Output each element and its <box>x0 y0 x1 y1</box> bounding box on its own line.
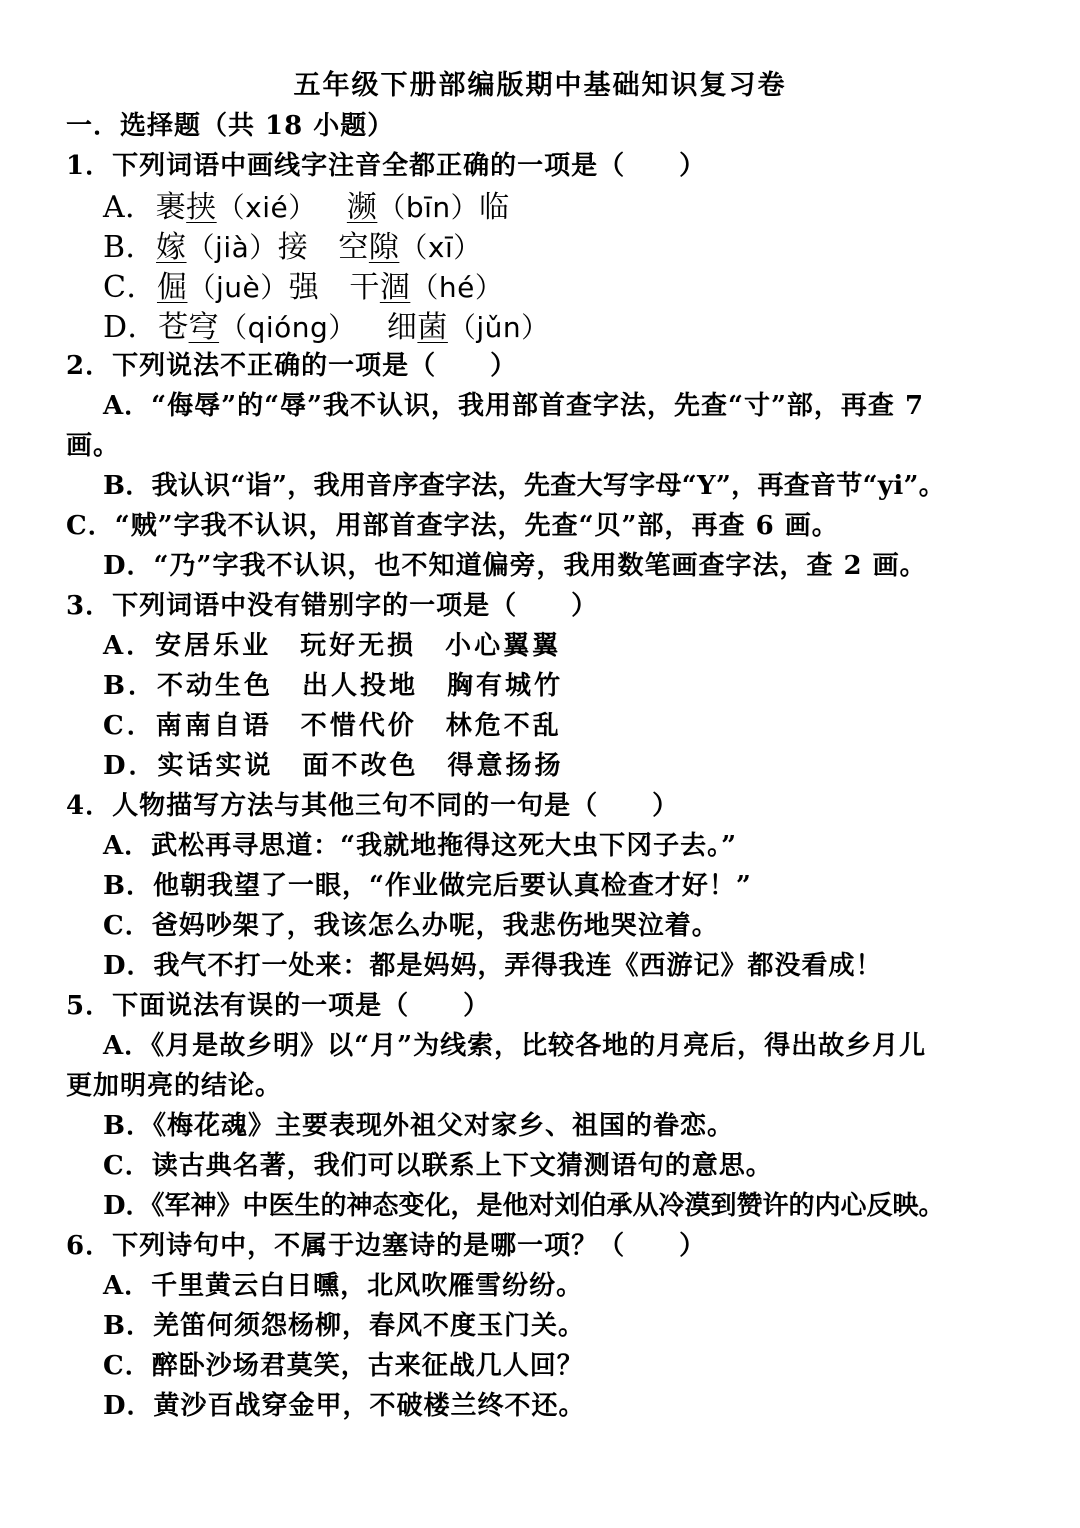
q3-option-d: D．实话实说 面不改色 得意扬扬 <box>103 751 564 781</box>
q1-option-c <box>0 268 1080 308</box>
pinyin: （qióng） <box>219 311 357 344</box>
page-title: 五年级下册部编版期中基础知识复习卷 <box>293 70 787 101</box>
q5-option-a-cont: 更加明亮的结论。 <box>66 1071 283 1101</box>
underlined-char: 嫁 <box>156 230 187 265</box>
q2-option-b: B．我认识“诣”，我用音序查字法，先查大写字母“Y”，再查音节“yi”。 <box>103 471 946 501</box>
q1-stem: 1．下列词语中画线字注音全都正确的一项是（ ） <box>66 151 707 181</box>
char: 细 <box>386 310 418 345</box>
pinyin: （juè） <box>187 271 289 304</box>
q3-stem: 3．下列词语中没有错别字的一项是（ ） <box>66 591 599 621</box>
q5-option-b: B．《梅花魂》主要表现外祖父对家乡、祖国的眷恋。 <box>103 1111 734 1141</box>
pinyin: （jǔn） <box>447 311 550 344</box>
q5-option-d: D．《军神》中医生的神态变化，是他对刘伯承从冷漠到赞许的内心反映。 <box>103 1191 945 1221</box>
underlined-char: 挟 <box>186 190 217 225</box>
q1-option-b <box>0 228 1080 268</box>
q5-option-a: A．《月是故乡明》以“月”为线索，比较各地的月亮后，得出故乡月儿 <box>103 1031 927 1061</box>
q6-stem: 6．下列诗句中，不属于边塞诗的是哪一项？（ ） <box>66 1231 707 1261</box>
option-label: B． <box>103 230 157 265</box>
section-heading: 一．选择题（共 18 小题） <box>66 111 395 141</box>
q4-stem: 4．人物描写方法与其他三句不同的一句是（ ） <box>66 791 680 821</box>
option-label: D． <box>103 310 159 345</box>
pinyin: （jià） <box>186 231 278 264</box>
char: 裹 <box>155 190 187 225</box>
underlined-char: 隙 <box>368 230 400 265</box>
underlined-char: 菌 <box>417 310 448 345</box>
pinyin: （hé） <box>410 271 504 304</box>
q2-option-d: D．“乃”字我不认识，也不知道偏旁，我用数笔画查字法，查 2 画。 <box>103 551 927 581</box>
pinyin: （bīn） <box>377 191 480 224</box>
q4-option-a: A．武松再寻思道：“我就地拖得这死大虫下冈子去。” <box>103 831 738 861</box>
option-label: A． <box>103 190 156 225</box>
q4-option-b: B．他朝我望了一眼，“作业做完后要认真检查才好！” <box>103 871 752 901</box>
q4-option-d: D．我气不打一处来：都是妈妈，弄得我连《西游记》都没看成！ <box>103 951 883 981</box>
q2-option-a-cont: 画。 <box>66 431 121 461</box>
q6-option-b: B．羌笛何须怨杨柳，春风不度玉门关。 <box>103 1311 585 1341</box>
underlined-char: 穹 <box>188 310 220 345</box>
underlined-char: 涸 <box>379 270 411 305</box>
q5-option-c: C．读古典名著，我们可以联系上下文猜测语句的意思。 <box>103 1151 773 1181</box>
q2-option-a: A．“侮辱”的“辱”我不认识，我用部首查字法，先查“寸”部，再查 7 <box>103 391 925 421</box>
q3-option-b: B．不动生色 出人投地 胸有城竹 <box>103 671 563 701</box>
pinyin: （xié） <box>216 191 317 224</box>
char: 空 <box>338 230 369 265</box>
option-label: C． <box>103 270 157 305</box>
q1-option-a <box>0 188 1080 228</box>
char: 临 <box>479 190 510 225</box>
q6-option-a: A．千里黄云白日曛，北风吹雁雪纷纷。 <box>103 1271 584 1301</box>
char: 强 <box>288 270 320 305</box>
q2-stem: 2．下列说法不正确的一项是（ ） <box>66 351 518 381</box>
q6-option-c: C．醉卧沙场君莫笑，古来征战几人回？ <box>103 1351 584 1381</box>
q3-option-a: A．安居乐业 玩好无损 小心翼翼 <box>103 631 562 661</box>
underlined-char: 濒 <box>346 190 378 225</box>
q1-option-d <box>0 308 1080 348</box>
q5-stem: 5．下面说法有误的一项是（ ） <box>66 991 491 1021</box>
char: 接 <box>277 230 309 265</box>
char: 苍 <box>158 310 189 345</box>
underlined-char: 倔 <box>156 270 188 305</box>
q6-option-d: D．黄沙百战穿金甲，不破楼兰终不还。 <box>103 1391 586 1421</box>
pinyin: （xī） <box>399 231 482 264</box>
q3-option-c: C．南南自语 不惜代价 林危不乱 <box>103 711 562 741</box>
q4-option-c: C．爸妈吵架了，我该怎么办呢，我悲伤地哭泣着。 <box>103 911 719 941</box>
q2-option-c: C．“贼”字我不认识，用部首查字法，先查“贝”部，再查 6 画。 <box>66 511 839 541</box>
char: 干 <box>349 270 380 305</box>
